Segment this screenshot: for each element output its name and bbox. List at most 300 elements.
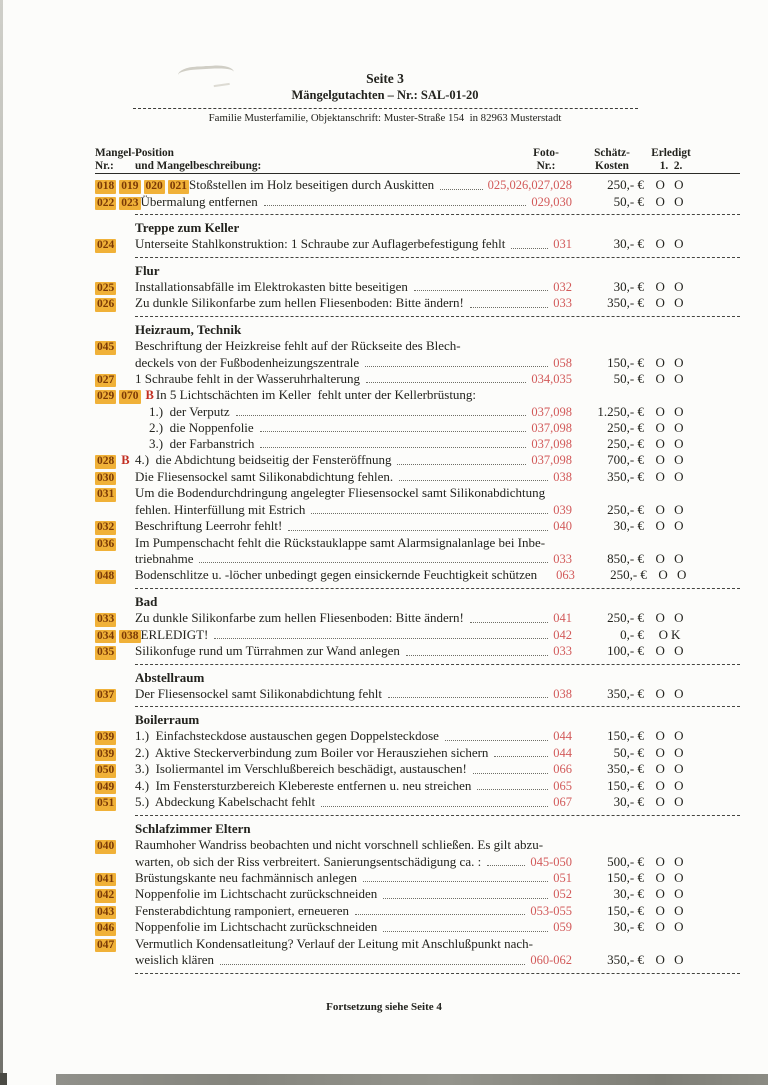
defect-number-badge: 029 <box>97 390 115 403</box>
dotted-leader <box>543 567 551 580</box>
defect-number-cell <box>95 341 135 355</box>
defect-description: ERLEDIGT! <box>140 626 209 642</box>
done-markers: O O <box>655 685 687 701</box>
col-defect-no-2: Nr.: <box>95 159 114 172</box>
done-markers: O O <box>655 744 687 760</box>
scan-edge-left <box>0 0 3 1085</box>
done-markers: O O <box>655 403 687 419</box>
defect-description: 2.) Aktive Steckerverbindung zum Boiler vor Herausziehen sichern <box>135 744 489 760</box>
col-cost-2: Kosten <box>595 159 629 172</box>
defect-number-cell <box>95 488 135 502</box>
done-markers: O O <box>655 869 687 885</box>
defect-description: Bodenschlitze u. -löcher unbedingt gegen einsickernde Feuchtigkeit schützen <box>135 567 538 583</box>
defect-description: Noppenfolie im Lichtschacht zurückschneiden <box>135 919 378 935</box>
defect-number-badge: 041 <box>97 872 115 885</box>
defect-description: Stoßstellen im Holz beseitigen durch Auskitten <box>189 177 435 192</box>
defect-number-cell <box>95 922 135 936</box>
done-markers: O O <box>655 761 687 777</box>
cost-value: 50,- € <box>613 744 644 760</box>
col-defect-no: Mangel- <box>95 147 136 159</box>
defect-row <box>95 952 740 968</box>
defect-number-cell <box>95 521 135 535</box>
defect-number-badge: 031 <box>97 488 115 501</box>
defect-description: In 5 Lichtschächten im Keller fehlt unter der Kellerbrüstung: <box>155 387 477 403</box>
defect-description: Installationsabfälle im Elektrokasten bitte beseitigen <box>135 278 408 294</box>
photo-number: 065 <box>553 778 572 793</box>
table-header <box>95 147 740 174</box>
dotted-leader <box>383 919 548 932</box>
section-title: Treppe zum Keller <box>135 220 240 235</box>
dotted-leader <box>406 643 548 656</box>
cost-value: 350,- € <box>607 952 644 968</box>
section-title: Schlafzimmer Eltern <box>135 820 251 836</box>
cost-value: 30,- € <box>613 236 644 252</box>
defect-number-cell <box>95 472 135 486</box>
section-title: Boilerraum <box>135 712 200 728</box>
col-done: Erledigt <box>651 147 691 159</box>
defect-row <box>95 452 740 469</box>
photo-number: 045-050 <box>530 854 572 869</box>
defect-number-cell <box>95 538 135 552</box>
section-divider <box>135 214 740 215</box>
defect-number-badge: 033 <box>97 613 115 626</box>
defect-number-badge: 039 <box>97 747 115 760</box>
dotted-leader <box>414 279 548 292</box>
defect-number-badge: 021 <box>169 180 187 192</box>
defect-number-cell <box>95 906 135 920</box>
cost-value: 250,- € <box>607 610 644 626</box>
defect-description: Noppenfolie im Lichtschacht zurückschneiden <box>135 886 378 902</box>
defect-number-badge: 046 <box>97 922 115 935</box>
defect-description: Der Fliesensockel samt Silikonabdichtung fehlt <box>135 685 382 701</box>
document-header <box>30 0 740 125</box>
defect-number-cell <box>95 840 135 854</box>
photo-number: 063 <box>556 568 575 583</box>
cost-value: 350,- € <box>607 685 644 701</box>
done-markers: O O <box>655 643 687 659</box>
defect-description: weislich klären <box>135 952 215 968</box>
done-markers: O O <box>655 177 687 192</box>
photo-number: 040 <box>553 519 572 534</box>
dotted-leader <box>365 355 548 367</box>
defect-row <box>95 610 740 627</box>
defect-row <box>95 338 740 355</box>
col-photo-no-2: Nr.: <box>536 159 556 172</box>
defect-row <box>95 279 740 296</box>
photo-number: 044 <box>553 745 572 760</box>
cost-value: 150,- € <box>607 728 644 744</box>
photo-number: 060-062 <box>530 953 572 968</box>
defect-number-cell <box>95 239 135 253</box>
defect-number-badge: 024 <box>97 239 115 252</box>
done-markers: O O <box>655 551 687 567</box>
defect-description: 4.) die Abdichtung beidseitig der Fensteröffnung <box>135 452 392 468</box>
defect-number-badge: 028 <box>97 455 115 468</box>
defect-description: Zu dunkle Silikonfarbe zum hellen Fliesenboden: Bitte ändern! <box>135 295 464 311</box>
address-line: Familie Musterfamilie, Objektanschrift: Muster-Straße 154 in 82963 Musterstadt <box>208 112 562 124</box>
defect-description: warten, ob sich der Riss verbreitert. Sanierungsentschädigung ca. : <box>135 853 482 869</box>
dotted-leader <box>321 794 548 807</box>
dotted-leader <box>511 236 548 249</box>
section-title: Heizraum, Technik <box>135 321 242 337</box>
defect-number-badge: 020 <box>145 180 163 192</box>
defect-row <box>95 177 740 194</box>
dotted-leader <box>388 686 548 699</box>
defect-row <box>95 371 740 388</box>
photo-number: 033 <box>553 552 572 567</box>
defect-number-cell <box>95 939 135 953</box>
cost-value: 150,- € <box>607 869 644 885</box>
defect-number-badge: 019 <box>121 180 139 192</box>
cost-value: 30,- € <box>613 278 644 294</box>
photo-number: 038 <box>553 469 572 484</box>
dotted-leader <box>383 886 548 899</box>
cost-value: 150,- € <box>607 902 644 918</box>
defect-number-cell <box>95 197 141 211</box>
cost-value: 30,- € <box>613 919 644 935</box>
defect-description: Vermutlich Kondensatleitung? Verlauf der Leitung mit Anschlußpunkt nach- <box>135 935 533 951</box>
dotted-leader <box>470 295 548 308</box>
defect-description: fehlen. Hinterfüllung mit Estrich <box>135 501 306 517</box>
defect-number-cell <box>95 889 135 903</box>
photo-number: 037,098 <box>531 453 572 468</box>
defect-number-badge: 025 <box>97 281 115 294</box>
table-header-row-2 <box>95 160 740 173</box>
dotted-leader <box>264 194 527 207</box>
defect-row <box>95 420 740 436</box>
defect-number-cell <box>95 630 141 644</box>
photo-number: 034,035 <box>531 371 572 386</box>
defect-row <box>95 761 740 778</box>
cost-value: 850,- € <box>607 551 644 567</box>
photo-number: 044 <box>553 729 572 744</box>
done-markers: O O <box>655 886 687 902</box>
photo-number: 033 <box>553 296 572 311</box>
defect-description: 3.) der Farbanstrich <box>149 436 255 452</box>
section-title: Bad <box>135 593 158 609</box>
photo-number: 037,098 <box>531 421 572 436</box>
done-markers: O O <box>655 610 687 626</box>
defect-description: Um die Bodendurchdringung angelegter Fliesensockel samt Silikonabdichtung <box>135 485 546 501</box>
cost-value: 250,- € <box>610 567 647 583</box>
defect-number-cell <box>95 731 135 745</box>
defect-row <box>95 903 740 920</box>
defect-number-cell <box>95 452 135 469</box>
scan-edge-bottom <box>56 1074 768 1085</box>
photo-number: 041 <box>553 611 572 626</box>
done-markers: O O <box>655 518 687 534</box>
scan-corner-mark <box>0 1073 7 1085</box>
section-divider <box>135 815 740 816</box>
defect-description: 1.) Einfachsteckdose austauschen gegen Doppelsteckdose <box>135 728 439 744</box>
cost-value: 50,- € <box>613 193 644 209</box>
cost-value: 250,- € <box>607 436 644 452</box>
defect-number-cell <box>95 873 135 887</box>
photo-number: 029,030 <box>531 194 572 209</box>
defect-number-badge: 038 <box>121 629 139 642</box>
defect-number-cell <box>95 646 135 660</box>
photo-number: 052 <box>553 887 572 902</box>
sections <box>95 177 740 974</box>
photo-number: 038 <box>553 686 572 701</box>
defect-description: Unterseite Stahlkonstruktion: 1 Schraube zur Auflagerbefestigung fehlt <box>135 236 506 252</box>
dotted-leader <box>477 778 548 791</box>
section-divider <box>135 257 740 258</box>
defect-row <box>95 728 740 745</box>
done-markers: O O <box>655 452 687 468</box>
defect-row <box>95 355 740 371</box>
dotted-leader <box>487 854 525 866</box>
done-markers: O O <box>655 728 687 744</box>
cost-value: 700,- € <box>607 452 644 468</box>
photo-number: 067 <box>553 795 572 810</box>
cost-value: 250,- € <box>607 501 644 517</box>
col-position-2: und Mangelbeschreibung: <box>135 159 262 172</box>
col-photo-no: Foto- <box>533 147 559 159</box>
defect-number-badge: 027 <box>97 373 115 386</box>
defect-number-cell <box>95 689 135 703</box>
cost-value: 350,- € <box>607 761 644 777</box>
defect-row <box>95 567 740 584</box>
defect-number-badge: 040 <box>97 840 115 853</box>
defect-number-cell <box>95 570 135 584</box>
defect-row <box>95 194 740 211</box>
document-title: Mängelgutachten – Nr.: SAL-01-20 <box>291 88 479 102</box>
cost-value: 500,- € <box>607 853 644 869</box>
defect-row <box>95 502 740 518</box>
done-markers: O O <box>655 420 687 436</box>
photo-number: 032 <box>553 279 572 294</box>
dotted-leader <box>494 745 548 758</box>
dotted-leader <box>220 952 525 964</box>
cost-value: 150,- € <box>607 777 644 793</box>
photo-number: 051 <box>553 870 572 885</box>
defect-number-badge: 049 <box>97 780 115 793</box>
dotted-leader <box>473 761 548 774</box>
cost-value: 30,- € <box>613 886 644 902</box>
defect-row <box>95 778 740 795</box>
cost-value: 350,- € <box>607 295 644 311</box>
defect-row <box>95 518 740 535</box>
defect-row <box>95 919 740 936</box>
defect-number-cell <box>95 387 156 404</box>
defect-description: Brüstungskante neu fachmännisch anlegen <box>135 869 358 885</box>
defect-number-badge: 070 <box>121 390 139 403</box>
defect-number-badge: 018 <box>97 180 115 192</box>
defect-number-cell <box>95 374 135 388</box>
col-done-2: 1. 2. <box>659 159 683 172</box>
defect-number-badge: 035 <box>97 646 115 659</box>
defect-description: Die Fliesensockel samt Silikonabdichtung fehlen. <box>135 468 394 484</box>
dotted-leader <box>260 436 526 448</box>
defect-number-cell <box>95 781 135 795</box>
title-divider <box>133 108 638 109</box>
dotted-leader <box>214 627 548 640</box>
section-title: Flur <box>135 262 160 278</box>
dotted-leader <box>355 903 525 916</box>
dotted-leader <box>445 728 548 741</box>
done-markers: OK <box>658 626 684 642</box>
marker-b: B <box>145 388 154 403</box>
defect-row <box>95 295 740 312</box>
defect-description: Beschriftung Leerrohr fehlt! <box>135 518 283 534</box>
section-divider <box>135 973 740 974</box>
done-markers: O O <box>655 902 687 918</box>
defect-description: 2.) die Noppenfolie <box>149 420 254 436</box>
dotted-leader <box>470 610 548 623</box>
defect-number-badge: 048 <box>97 570 115 583</box>
photo-number: 039 <box>553 502 572 517</box>
defect-description: 1.) der Verputz <box>149 403 230 419</box>
cost-value: 1.250,- € <box>597 403 644 419</box>
defect-number-badge: 023 <box>121 196 139 209</box>
defect-row <box>95 551 740 567</box>
done-markers: O O <box>655 853 687 869</box>
defect-number-cell <box>95 180 189 194</box>
defect-row <box>95 837 740 854</box>
page-label: Seite 3 <box>366 71 404 86</box>
done-markers: O O <box>655 794 687 810</box>
defect-number-cell <box>95 748 135 762</box>
dotted-leader <box>363 870 548 883</box>
defect-number-badge: 037 <box>97 688 115 701</box>
defect-description: Übermalung entfernen <box>140 193 258 209</box>
done-markers: O O <box>655 468 687 484</box>
done-markers: O O <box>655 501 687 517</box>
photo-number: 058 <box>553 355 572 370</box>
defect-description: 4.) Im Fenstersturzbereich Klebereste entfernen u. neu streichen <box>135 777 472 793</box>
defect-description: 3.) Isoliermantel im Verschlußbereich beschädigt, austauschen! <box>135 761 467 777</box>
cost-value: 0,- € <box>620 626 644 642</box>
defect-row <box>95 745 740 762</box>
cost-value: 100,- € <box>607 643 644 659</box>
defect-row <box>95 686 740 703</box>
cost-value: 250,- € <box>607 177 644 192</box>
defect-row <box>95 870 740 887</box>
defect-table <box>95 147 740 974</box>
photo-number: 037,098 <box>531 437 572 452</box>
dotted-leader <box>397 452 526 465</box>
defect-row <box>95 643 740 660</box>
done-markers: O O <box>655 436 687 452</box>
done-markers: O O <box>655 370 687 386</box>
section-divider <box>135 316 740 317</box>
cost-value: 150,- € <box>607 354 644 370</box>
defect-number-badge: 022 <box>97 196 115 209</box>
defect-number-cell <box>95 282 135 296</box>
cost-value: 50,- € <box>613 370 644 386</box>
defect-description: 1 Schraube fehlt in der Wasseruhrhalterung <box>135 370 361 386</box>
defect-description: Silikonfuge rund um Türrahmen zur Wand anlegen <box>135 643 400 659</box>
photo-number: 025,026,027,028 <box>487 178 572 192</box>
photo-number: 037,098 <box>531 404 572 419</box>
dotted-leader <box>260 420 527 432</box>
defect-number-badge: 042 <box>97 889 115 902</box>
defect-row <box>95 436 740 452</box>
defect-number-cell <box>95 298 135 312</box>
defect-row <box>95 794 740 811</box>
defect-number-badge: 036 <box>97 537 115 550</box>
defect-number-badge: 047 <box>97 938 115 951</box>
dotted-leader <box>199 551 548 563</box>
col-cost: Schätz- <box>594 147 630 159</box>
section-divider <box>135 706 740 707</box>
defect-row <box>95 236 740 253</box>
defect-description: triebnahme <box>135 551 194 567</box>
footer-note: Fortsetzung siehe Seite 4 <box>326 1001 442 1013</box>
defect-description: 5.) Abdeckung Kabelschacht fehlt <box>135 794 316 810</box>
dotted-leader <box>288 518 548 531</box>
dotted-leader <box>440 177 482 190</box>
section-divider <box>135 664 740 665</box>
defect-number-cell <box>95 797 135 811</box>
section-title: Abstellraum <box>135 669 205 685</box>
defect-row <box>95 387 740 404</box>
defect-description: Zu dunkle Silikonfarbe zum hellen Fliesenboden: Bitte ändern! <box>135 610 464 626</box>
section-divider <box>135 588 740 589</box>
defect-row <box>95 854 740 870</box>
defect-row <box>95 404 740 420</box>
defect-number-badge: 043 <box>97 905 115 918</box>
table-header-row-1 <box>95 147 740 160</box>
defect-row <box>95 936 740 953</box>
photo-number: 033 <box>553 644 572 659</box>
dotted-leader <box>366 371 526 384</box>
done-markers: O O <box>655 354 687 370</box>
defect-number-badge: 032 <box>97 521 115 534</box>
done-markers: O O <box>655 193 687 209</box>
cost-value: 30,- € <box>613 518 644 534</box>
photo-number: 066 <box>553 762 572 777</box>
dotted-leader <box>311 502 548 514</box>
defect-row <box>95 535 740 552</box>
defect-number-cell <box>95 764 135 778</box>
defect-number-badge: 051 <box>97 797 115 810</box>
defect-description: Raumhoher Wandriss beobachten und nicht vorschnell schließen. Es gilt abzu- <box>135 837 544 853</box>
defect-row <box>95 485 740 502</box>
photo-number: 031 <box>553 237 572 252</box>
photo-number: 053-055 <box>530 903 572 918</box>
defect-description: deckels von der Fußbodenheizungszentrale <box>135 354 360 370</box>
marker-b: B <box>121 453 130 468</box>
done-markers: O O <box>655 777 687 793</box>
defect-description: Beschriftung der Heizkreise fehlt auf der Rückseite des Blech- <box>135 338 461 354</box>
photo-number: 042 <box>553 627 572 642</box>
defect-number-badge: 039 <box>97 731 115 744</box>
done-markers: O O <box>655 919 687 935</box>
cost-value: 250,- € <box>607 420 644 436</box>
defect-description: Im Pumpenschacht fehlt die Rückstauklappe samt Alarmsignalanlage bei Inbe- <box>135 534 546 550</box>
cost-value: 30,- € <box>613 794 644 810</box>
col-position: Position <box>135 147 174 159</box>
dotted-leader <box>236 404 527 416</box>
defect-row <box>95 469 740 486</box>
defect-number-badge: 034 <box>97 629 115 642</box>
defect-row <box>95 886 740 903</box>
defect-number-badge: 026 <box>97 298 115 311</box>
photo-number: 059 <box>553 920 572 935</box>
done-markers: O O <box>655 952 687 968</box>
defect-number-cell <box>95 613 135 627</box>
done-markers: O O <box>655 295 687 311</box>
defect-row <box>95 627 740 644</box>
done-markers: O O <box>655 278 687 294</box>
done-markers: O O <box>655 236 687 252</box>
done-markers: O O <box>658 567 690 583</box>
defect-number-badge: 045 <box>97 341 115 354</box>
cost-value: 350,- € <box>607 468 644 484</box>
dotted-leader <box>399 469 548 482</box>
